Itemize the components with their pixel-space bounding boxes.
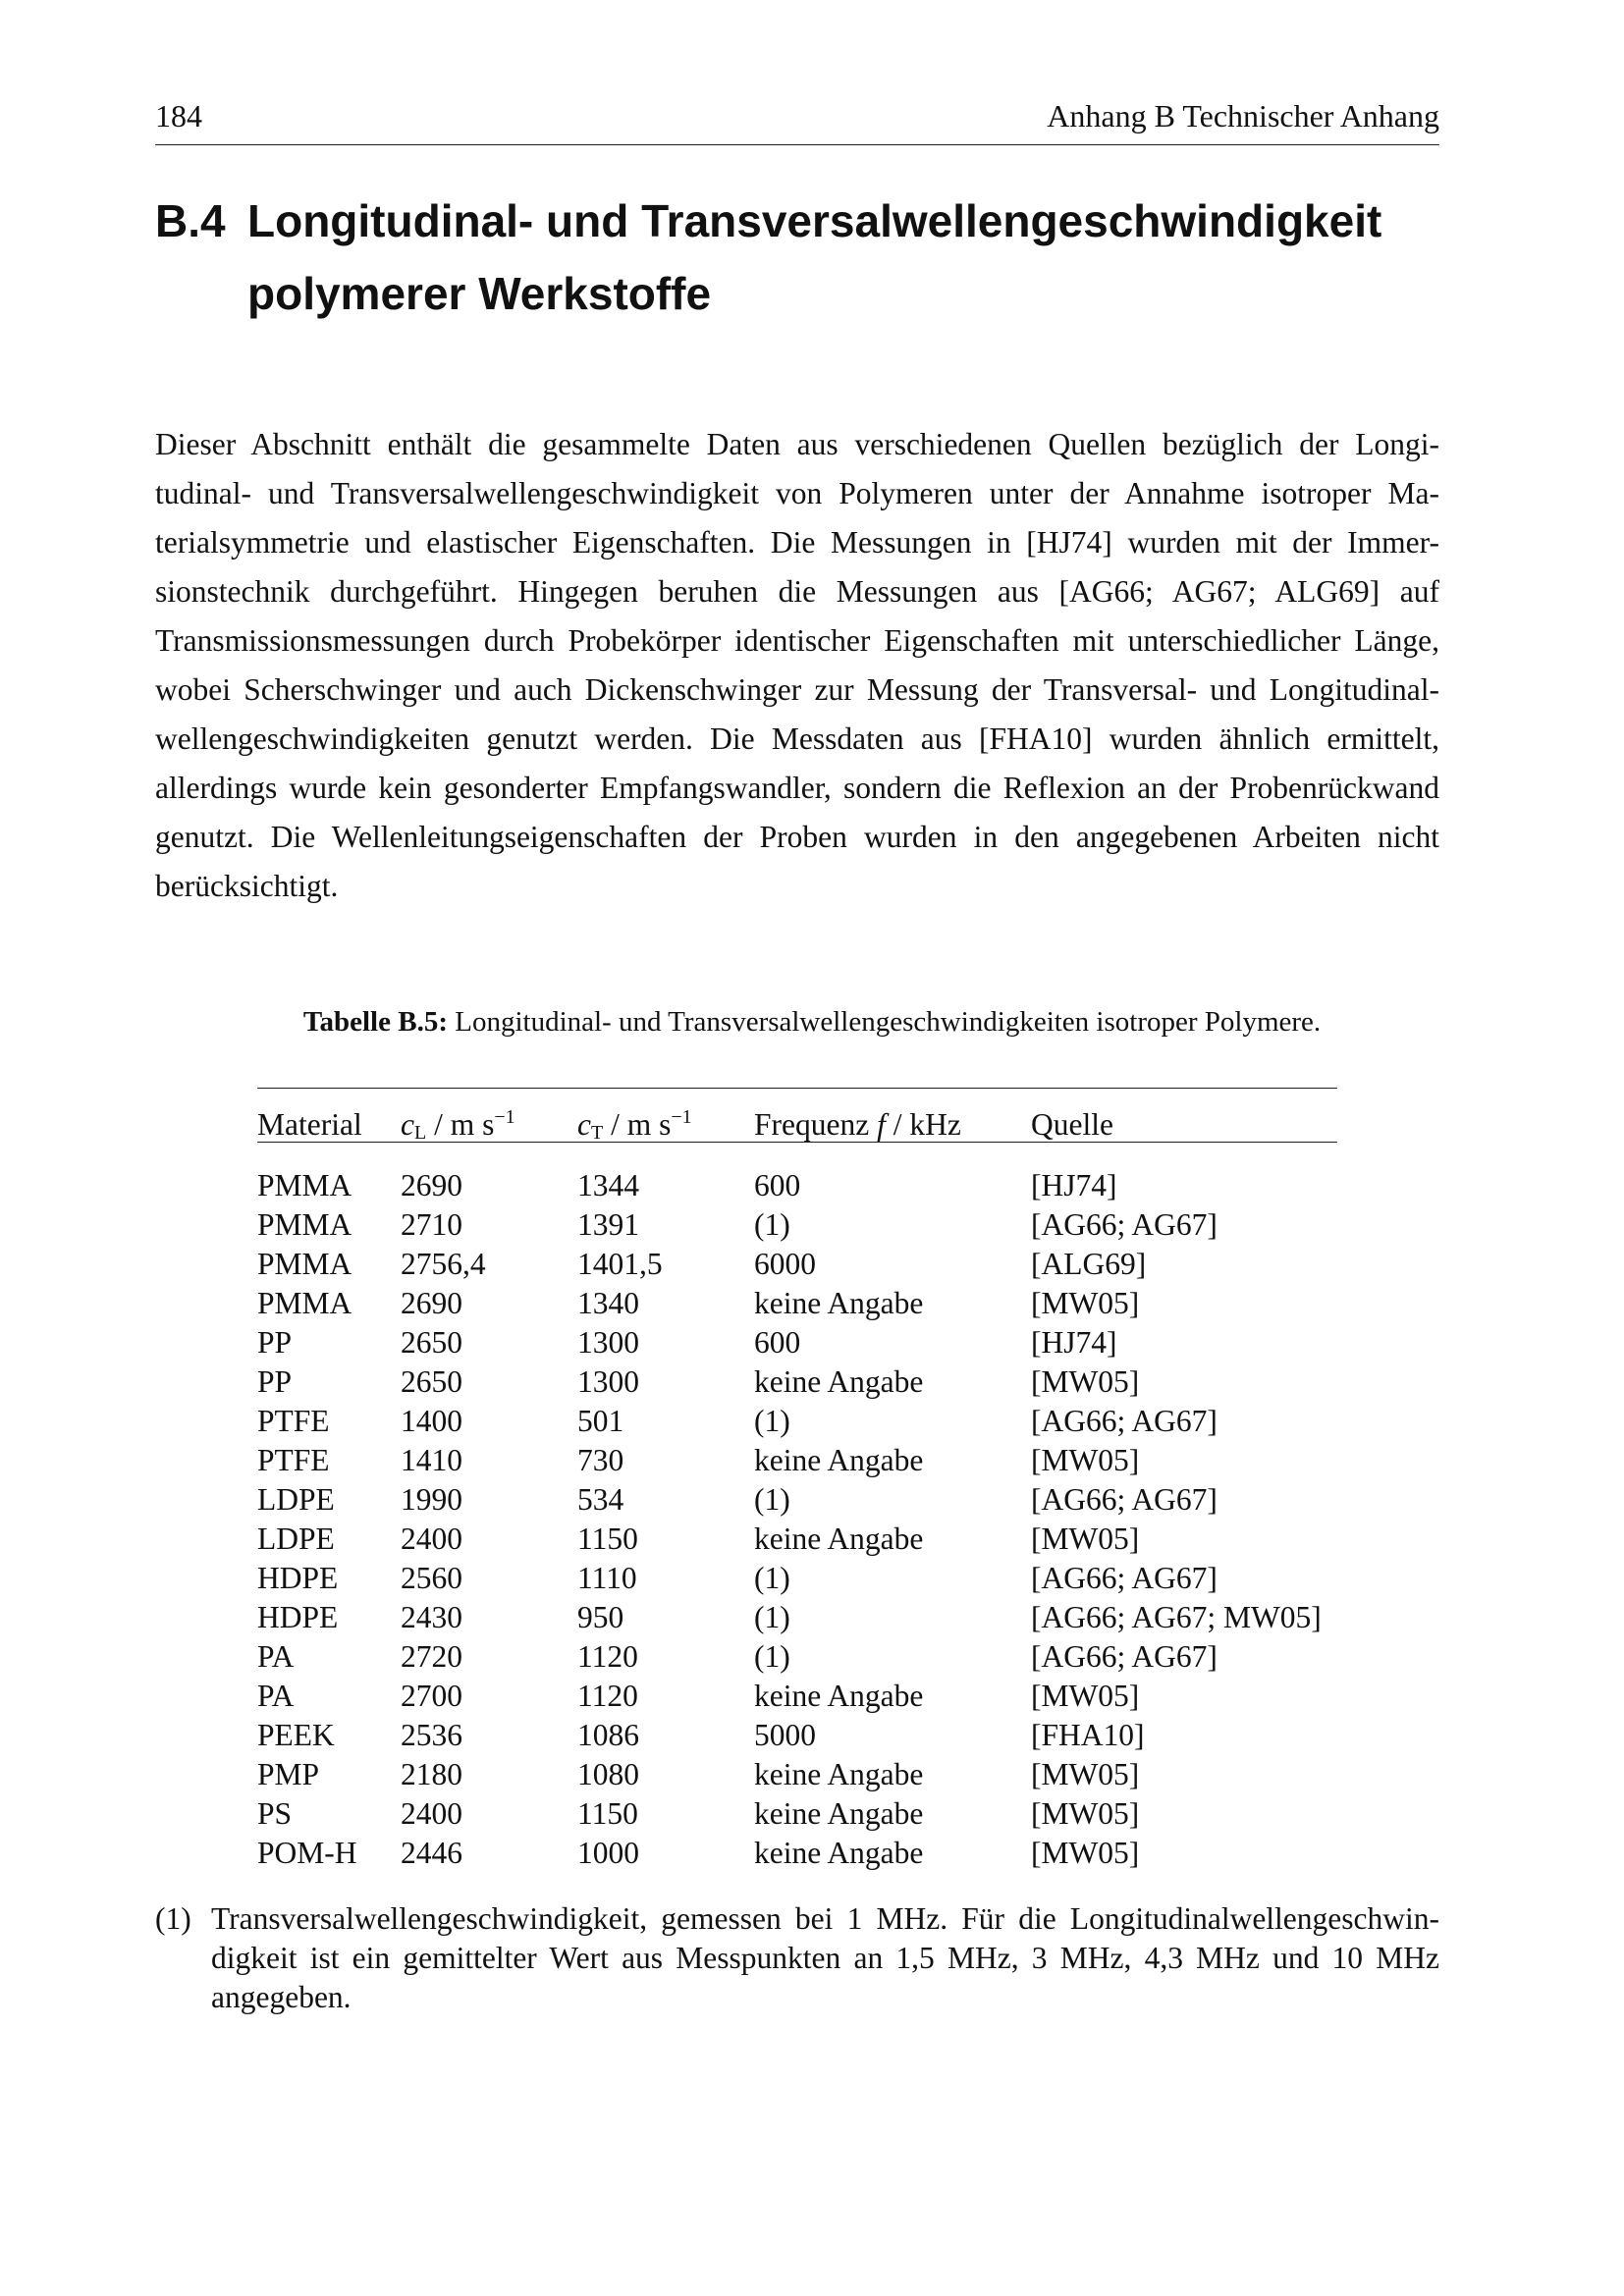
footnote-line: digkeit ist ein gemittelter Wert aus Messpunkten an 1,5 MHz, 3 MHz, 4,3 MHz und 10 MHz — [211, 1941, 1439, 1975]
section-title-line2: polymerer Werkstoffe — [247, 268, 712, 319]
cell-frequency: keine Angabe — [754, 1836, 924, 1870]
cell-source: [AG66; AG67] — [1031, 1207, 1218, 1242]
cell-source: [MW05] — [1031, 1679, 1140, 1713]
cell-material: PS — [257, 1796, 293, 1831]
table-caption — [0, 1006, 1624, 1039]
cell-frequency: (1) — [754, 1600, 790, 1634]
cell-cl: 2560 — [401, 1561, 462, 1595]
paragraph-line: Transmissionsmessungen durch Probekörper identischer Eigenschaften mit unterschiedlicher Länge, — [155, 623, 1439, 658]
cell-frequency: (1) — [754, 1404, 790, 1438]
cell-cl: 2446 — [401, 1836, 462, 1870]
cell-source: [MW05] — [1031, 1757, 1140, 1791]
table-row — [257, 1520, 1337, 1559]
cell-ct: 950 — [577, 1600, 624, 1634]
cell-source: [HJ74] — [1031, 1325, 1117, 1360]
body-paragraph — [155, 420, 1439, 911]
table-row — [257, 1716, 1337, 1755]
cell-ct: 1391 — [577, 1207, 639, 1242]
cell-ct: 730 — [577, 1443, 624, 1477]
cell-source: [HJ74] — [1031, 1168, 1117, 1202]
paragraph-line: berücksichtigt. — [155, 869, 339, 903]
cell-material: POM-H — [257, 1836, 357, 1870]
cell-material: PMMA — [257, 1247, 352, 1281]
cell-frequency: (1) — [754, 1207, 790, 1242]
table-row — [257, 1441, 1337, 1480]
paragraph-line: allerdings wurde kein gesonderter Empfangswandler, sondern die Reflexion an der Probenrückwand — [155, 771, 1439, 805]
cell-ct: 534 — [577, 1482, 624, 1517]
cell-ct: 1110 — [577, 1561, 637, 1595]
cell-ct: 1120 — [577, 1639, 638, 1674]
cell-material: PTFE — [257, 1404, 330, 1438]
cell-source: [MW05] — [1031, 1796, 1140, 1831]
table-row — [257, 1834, 1337, 1873]
table-row — [257, 1598, 1337, 1637]
cell-frequency: (1) — [754, 1639, 790, 1674]
footnote-line: angegeben. — [211, 1980, 352, 2014]
table-row — [257, 1559, 1337, 1598]
cell-material: PEEK — [257, 1718, 335, 1752]
polymer-wave-speed-table — [257, 1092, 1337, 1873]
table-row — [257, 1245, 1337, 1284]
running-title: Anhang B Technischer Anhang — [1047, 98, 1439, 133]
cell-material: PA — [257, 1679, 295, 1713]
cell-source: [MW05] — [1031, 1286, 1140, 1320]
cell-frequency: (1) — [754, 1482, 790, 1517]
cell-cl: 2710 — [401, 1207, 462, 1242]
section-title-line1: Longitudinal- und Transversalwellengeschwindigkeit — [247, 195, 1382, 246]
cell-source: [AG66; AG67] — [1031, 1561, 1218, 1595]
cell-ct: 1401,5 — [577, 1247, 663, 1281]
cell-cl: 1400 — [401, 1404, 462, 1438]
cell-material: PP — [257, 1364, 293, 1399]
cell-ct: 1080 — [577, 1757, 639, 1791]
table-row — [257, 1677, 1337, 1716]
cell-source: [MW05] — [1031, 1364, 1140, 1399]
header-frequency: Frequenz f / kHz — [754, 1107, 961, 1142]
cell-frequency: 5000 — [754, 1718, 816, 1752]
cell-cl: 2400 — [401, 1522, 462, 1556]
cell-ct: 1340 — [577, 1286, 639, 1320]
table-row — [257, 1480, 1337, 1520]
table-row — [257, 1323, 1337, 1362]
cell-source: [MW05] — [1031, 1522, 1140, 1556]
cell-source: [AG66; AG67] — [1031, 1482, 1218, 1517]
cell-cl: 1410 — [401, 1443, 462, 1477]
cell-material: HDPE — [257, 1600, 339, 1634]
cell-frequency: keine Angabe — [754, 1679, 924, 1713]
cell-material: PTFE — [257, 1443, 330, 1477]
caption-text: Longitudinal- und Transversalwellengeschwindigkeiten isotroper Polymere. — [447, 1006, 1322, 1038]
cell-cl: 2756,4 — [401, 1247, 486, 1281]
cell-cl: 2700 — [401, 1679, 462, 1713]
cell-material: PP — [257, 1325, 293, 1360]
cell-frequency: keine Angabe — [754, 1286, 924, 1320]
cell-source: [AG66; AG67; MW05] — [1031, 1600, 1322, 1634]
cell-frequency: 600 — [754, 1325, 801, 1360]
cell-cl: 2536 — [401, 1718, 462, 1752]
table-top-rule — [257, 1088, 1337, 1089]
table-row — [257, 1284, 1337, 1323]
footnote-line: Transversalwellengeschwindigkeit, gemessen bei 1 MHz. Für die Longitudinalwellengeschwin- — [211, 1901, 1439, 1936]
cell-ct: 1120 — [577, 1679, 638, 1713]
header-rule — [155, 144, 1439, 145]
cell-material: PMMA — [257, 1286, 352, 1320]
cell-cl: 2690 — [401, 1286, 462, 1320]
cell-ct: 1300 — [577, 1325, 639, 1360]
cell-cl: 1990 — [401, 1482, 462, 1517]
cell-frequency: 600 — [754, 1168, 801, 1202]
cell-material: LDPE — [257, 1522, 335, 1556]
cell-cl: 2720 — [401, 1639, 462, 1674]
cell-cl: 2650 — [401, 1325, 462, 1360]
cell-cl: 2650 — [401, 1364, 462, 1399]
paragraph-line: genutzt. Die Wellenleitungseigenschaften der Proben wurden in den angegebenen Arbeiten nicht — [155, 820, 1439, 854]
cell-cl: 2180 — [401, 1757, 462, 1791]
header-source: Quelle — [1031, 1107, 1113, 1142]
cell-frequency: 6000 — [754, 1247, 816, 1281]
cell-ct: 1150 — [577, 1796, 638, 1831]
cell-frequency: keine Angabe — [754, 1443, 924, 1477]
table-header-row — [257, 1092, 1337, 1158]
cell-cl: 2430 — [401, 1600, 462, 1634]
cell-source: [MW05] — [1031, 1443, 1140, 1477]
table-row — [257, 1166, 1337, 1205]
header-cl: $c_L$ / m $s^{-1}$ — [401, 1106, 515, 1144]
cell-ct: 1150 — [577, 1522, 638, 1556]
cell-frequency: keine Angabe — [754, 1757, 924, 1791]
table-row — [257, 1755, 1337, 1794]
cell-source: [MW05] — [1031, 1836, 1140, 1870]
cell-cl: 2400 — [401, 1796, 462, 1831]
caption-label: Tabelle B.5: — [302, 1006, 448, 1038]
cell-frequency: keine Angabe — [754, 1796, 924, 1831]
page-number: 184 — [155, 98, 202, 133]
cell-material: PA — [257, 1639, 295, 1674]
footnote-mark: (1) — [155, 1901, 191, 1936]
cell-ct: 1344 — [577, 1168, 639, 1202]
cell-cl: 2690 — [401, 1168, 462, 1202]
cell-frequency: keine Angabe — [754, 1522, 924, 1556]
header-material: Material — [257, 1107, 362, 1142]
cell-ct: 1086 — [577, 1718, 639, 1752]
cell-material: PMP — [257, 1757, 320, 1791]
cell-source: [ALG69] — [1031, 1247, 1147, 1281]
paragraph-line: Dieser Abschnitt enthält die gesammelte Daten aus verschiedenen Quellen bezüglich der Longi- — [155, 427, 1439, 461]
table-row — [257, 1205, 1337, 1245]
cell-ct: 1000 — [577, 1836, 639, 1870]
paragraph-line: wellengeschwindigkeiten genutzt werden. Die Messdaten aus [FHA10] wurden ähnlich ermittelt, — [155, 721, 1439, 756]
paragraph-line: terialsymmetrie und elastischer Eigenschaften. Die Messungen in [HJ74] wurden mit der Immer- — [155, 525, 1439, 560]
cell-material: PMMA — [257, 1168, 352, 1202]
cell-frequency: keine Angabe — [754, 1364, 924, 1399]
cell-material: HDPE — [257, 1561, 339, 1595]
cell-material: PMMA — [257, 1207, 352, 1242]
paragraph-line: wobei Scherschwinger und auch Dickenschwinger zur Messung der Transversal- und Longitudinal- — [155, 672, 1439, 707]
cell-ct: 501 — [577, 1404, 624, 1438]
cell-frequency: (1) — [754, 1561, 790, 1595]
section-number: B.4 — [155, 195, 226, 246]
cell-source: [AG66; AG67] — [1031, 1404, 1218, 1438]
paragraph-line: tudinal- und Transversalwellengeschwindigkeit von Polymeren unter der Annahme isotroper Ma- — [155, 476, 1439, 510]
cell-material: LDPE — [257, 1482, 335, 1517]
paragraph-line: sionstechnik durchgeführt. Hingegen beruhen die Messungen aus [AG66; AG67; ALG69] auf — [155, 574, 1439, 609]
table-row — [257, 1402, 1337, 1441]
table-row — [257, 1794, 1337, 1834]
cell-source: [FHA10] — [1031, 1718, 1145, 1752]
cell-ct: 1300 — [577, 1364, 639, 1399]
table-row — [257, 1637, 1337, 1677]
header-ct: $c_T$ / m $s^{-1}$ — [577, 1106, 692, 1144]
cell-source: [AG66; AG67] — [1031, 1639, 1218, 1674]
table-row — [257, 1362, 1337, 1402]
